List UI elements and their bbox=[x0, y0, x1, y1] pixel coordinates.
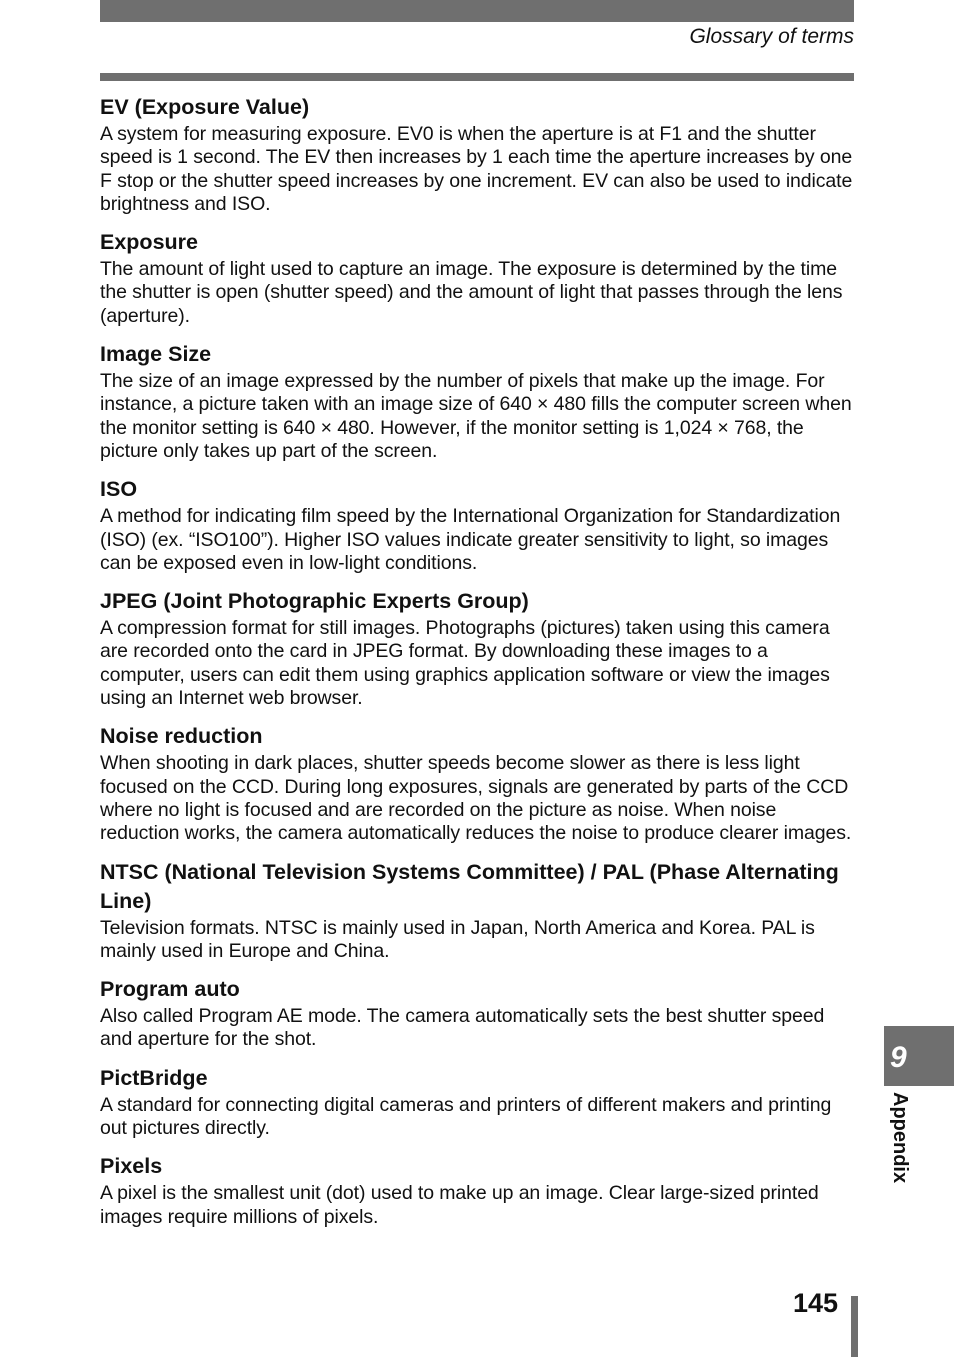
glossary-entry-ev bbox=[100, 93, 854, 216]
term-definition: Also called Program AE mode. The camera automatically sets the best shutter speed and aperture for the shot. bbox=[100, 1005, 825, 1051]
term-definition: A method for indicating film speed by the International Organization for Standardization (ISO) (ex. “ISO100”). Higher ISO values indicate greater sensitivity to light, so images can be exposed even in low-light conditions. bbox=[100, 505, 841, 574]
term-heading: Program auto bbox=[100, 977, 240, 1002]
term-definition: A pixel is the smallest unit (dot) used to make up an image. Clear large-sized printed images require millions of pixels. bbox=[100, 1182, 819, 1228]
term-heading: Noise reduction bbox=[100, 724, 263, 749]
term-heading: ISO bbox=[100, 477, 138, 502]
term-heading: NTSC (National Television Systems Committee) / PAL (Phase Alternating Line) bbox=[100, 859, 839, 913]
glossary-content bbox=[100, 93, 854, 1241]
chapter-label: Appendix bbox=[889, 1092, 911, 1184]
page-number: 145 bbox=[792, 1288, 838, 1318]
glossary-entry-jpeg bbox=[100, 587, 854, 710]
term-definition: Television formats. NTSC is mainly used in Japan, North America and Korea. PAL is mainly used in Europe and China. bbox=[100, 916, 815, 962]
glossary-entry-pixels bbox=[100, 1152, 854, 1229]
term-heading: Image Size bbox=[100, 342, 212, 367]
term-definition: When shooting in dark places, shutter speeds become slower as there is less light focused on the CCD. During long exposures, signals are generated by parts of the CCD where no light is focused and are recorded on the picture as noise. When noise reduction works, the camera automatically reduces the noise to produce clearer images. bbox=[100, 752, 852, 845]
glossary-entry-pictbridge bbox=[100, 1064, 854, 1141]
glossary-entry-noise-reduction bbox=[100, 722, 854, 845]
term-heading: Exposure bbox=[100, 230, 198, 255]
running-header-title: Glossary of terms bbox=[689, 25, 854, 48]
header-rule bbox=[100, 73, 854, 81]
glossary-entry-iso bbox=[100, 475, 854, 575]
glossary-entry-program-auto bbox=[100, 975, 854, 1052]
term-heading: JPEG (Joint Photographic Experts Group) bbox=[100, 589, 529, 614]
term-heading: EV (Exposure Value) bbox=[100, 95, 310, 119]
term-definition: A compression format for still images. Photographs (pictures) taken using this camera are recorded onto the card in JPEG format. By downloading these images to a computer, users can edit them using graphics application software or view the images using an Internet web browser. bbox=[100, 617, 830, 710]
page-number-bar bbox=[851, 1296, 858, 1357]
term-definition: The amount of light used to capture an image. The exposure is determined by the time the shutter is open (shutter speed) and the amount of light that passes through the lens (aperture). bbox=[100, 258, 843, 327]
header-top-bar bbox=[100, 0, 854, 22]
chapter-tab: 9 bbox=[884, 1026, 954, 1086]
term-heading: PictBridge bbox=[100, 1065, 208, 1090]
term-definition: A system for measuring exposure. EV0 is when the aperture is at F1 and the shutter speed is 1 second. The EV then increases by 1 each time the aperture increases by one F stop or the shutter speed increases by one increment. EV can also be used to indicate brightness and ISO. bbox=[100, 123, 853, 215]
glossary-entry-image-size bbox=[100, 340, 854, 463]
term-definition: The size of an image expressed by the number of pixels that make up the image. For instance, a picture taken with an image size of 640 × 480 fills the computer screen when the monitor setting is 640 × 480. However, if the monitor setting is 1,024 × 768, the picture only takes up part of the screen. bbox=[100, 370, 852, 462]
glossary-entry-exposure bbox=[100, 228, 854, 328]
term-heading: Pixels bbox=[100, 1154, 163, 1179]
term-definition: A standard for connecting digital cameras and printers of different makers and printing out pictures directly. bbox=[100, 1093, 832, 1140]
glossary-entry-ntsc-pal bbox=[100, 858, 854, 964]
